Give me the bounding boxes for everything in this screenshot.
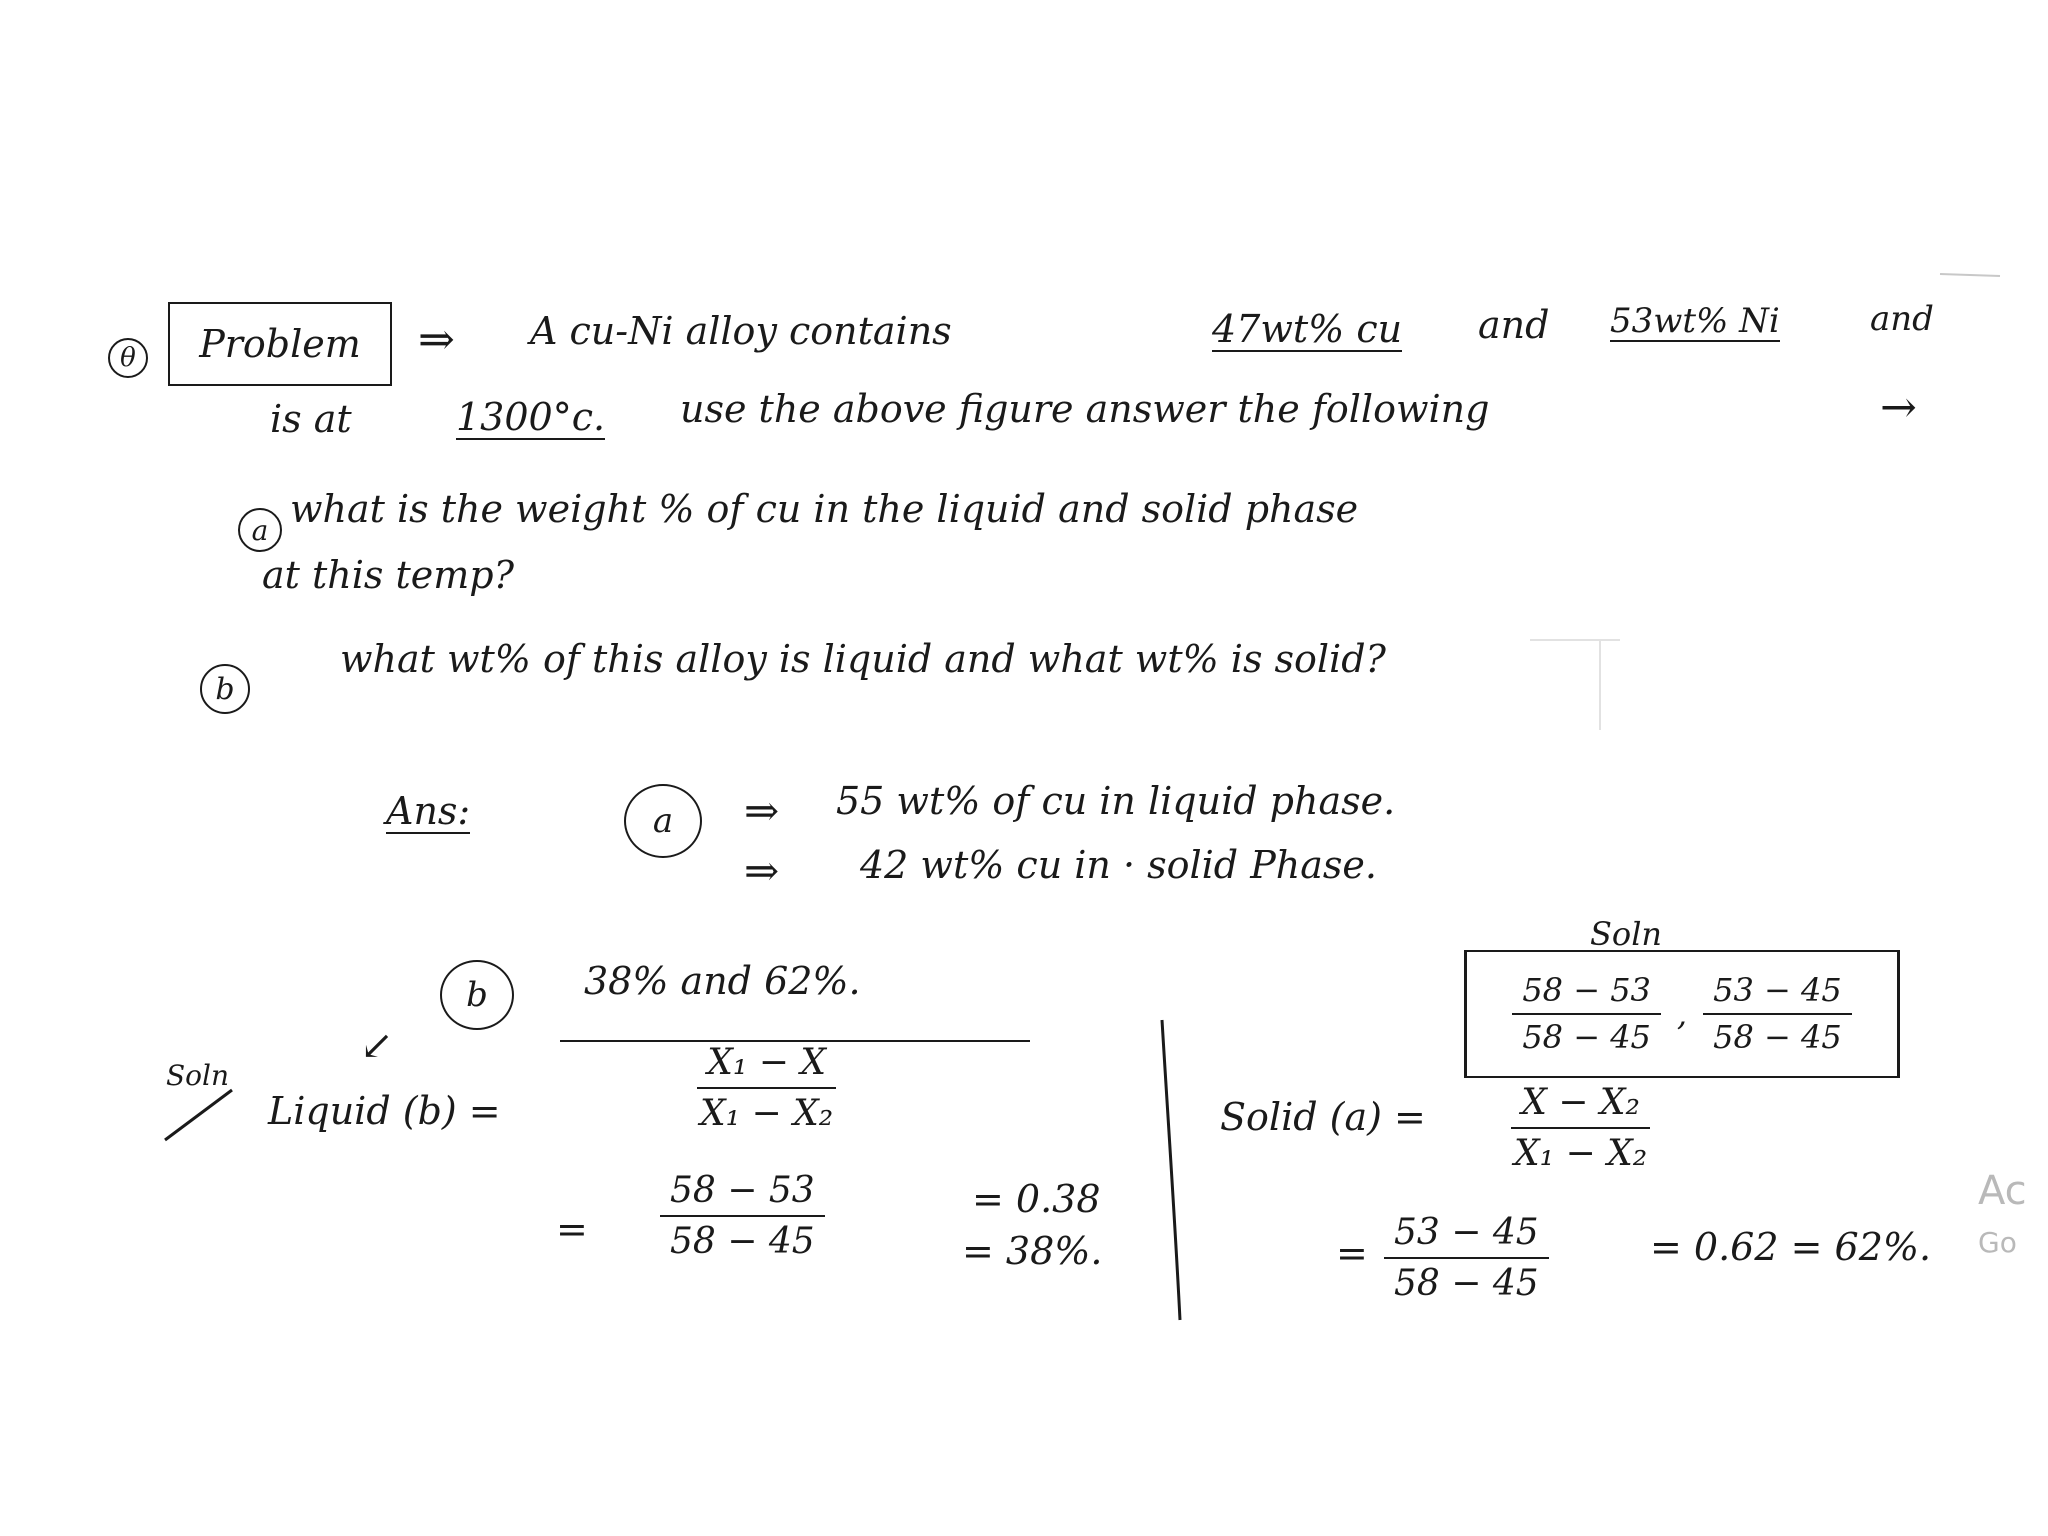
solid-result: = 0.62 = 62%.: [1650, 1225, 1932, 1269]
answer-b-marker-text: b: [466, 975, 488, 1015]
question-b-marker: [200, 664, 250, 714]
problem-cu-percentage: 47wt% cu: [1212, 307, 1403, 351]
boxed-fraction-1: [1512, 972, 1661, 1056]
question-a-marker-text: a: [251, 513, 269, 547]
solid-formula-numerator: X − X₂: [1511, 1082, 1650, 1129]
boxed-separator: ,: [1676, 995, 1688, 1033]
answer-b-text: 38% and 62%.: [584, 959, 861, 1003]
problem-line2-arrow: →: [1880, 382, 1917, 433]
question-b-text: what wt% of this alloy is liquid and what wt% is solid?: [340, 637, 1386, 681]
solid-substitution-numerator: 53 − 45: [1384, 1212, 1549, 1259]
soln-label-left: Soln: [166, 1059, 230, 1092]
problem-arrow: ⇒: [418, 314, 455, 365]
watermark-line2: Go: [1978, 1226, 2017, 1259]
boxed-fraction-2: [1703, 972, 1852, 1056]
solid-label: Solid (a) =: [1220, 1095, 1426, 1139]
solid-formula: [1504, 1082, 1657, 1175]
problem-line2-a: is at: [270, 397, 352, 441]
liquid-substitution-denominator: 58 − 45: [670, 1221, 815, 1263]
watermark-line1: Ac: [1978, 1168, 2027, 1214]
liquid-formula-numerator: X₁ − X: [697, 1042, 836, 1089]
boxed-fraction-1-denominator: 58 − 45: [1522, 1018, 1651, 1056]
boxed-fraction-2-numerator: 53 − 45: [1703, 972, 1852, 1015]
solid-substitution: [1384, 1212, 1549, 1305]
solid-equals: =: [1336, 1231, 1368, 1275]
answer-a-marker: [624, 784, 702, 858]
boxed-fraction-1-numerator: 58 − 53: [1512, 972, 1661, 1015]
solid-formula-denominator: X₁ − X₂: [1514, 1133, 1648, 1175]
question-a-marker: [238, 508, 282, 552]
liquid-formula: [690, 1042, 843, 1135]
liquid-equals: =: [556, 1207, 588, 1251]
problem-line1-b: and: [1478, 303, 1550, 347]
check-mark-icon: ↙: [360, 1023, 394, 1069]
answer-label: Ans:: [386, 789, 471, 833]
liquid-substitution-numerator: 58 − 53: [660, 1170, 825, 1217]
question-b-marker-text: b: [215, 671, 235, 707]
question-a-line1: what is the weight % of cu in the liquid and solid phase: [290, 487, 1359, 531]
problem-bullet-icon: [108, 338, 148, 378]
answer-a-arrow1: ⇒: [744, 786, 780, 835]
problem-ni-percentage: 53wt% Ni: [1610, 301, 1780, 341]
boxed-fraction-2-denominator: 58 − 45: [1713, 1018, 1842, 1056]
problem-bullet-text: θ: [120, 343, 136, 373]
answer-a-line2: 42 wt% cu in · solid Phase.: [860, 843, 1377, 887]
answer-a-arrow2: ⇒: [744, 846, 780, 895]
problem-label-box: [168, 302, 392, 386]
problem-line1-c: and: [1870, 299, 1934, 339]
liquid-substitution: [660, 1170, 825, 1263]
question-a-line2: at this temp?: [262, 553, 514, 597]
liquid-formula-denominator: X₁ − X₂: [700, 1093, 834, 1135]
liquid-result-decimal: = 0.38: [972, 1177, 1101, 1221]
liquid-label: Liquid (b) =: [268, 1089, 501, 1133]
answer-b-marker: [440, 960, 514, 1030]
problem-line1-a: A cu-Ni alloy contains: [530, 309, 952, 353]
problem-label: Problem: [199, 322, 361, 366]
boxed-note: [1464, 950, 1900, 1078]
soln-label-right: Soln: [1590, 915, 1663, 953]
answer-a-line1: 55 wt% of cu in liquid phase.: [836, 779, 1396, 823]
solid-substitution-denominator: 58 − 45: [1394, 1263, 1539, 1305]
liquid-result-percent: = 38%.: [962, 1229, 1103, 1273]
problem-line2-b: use the above figure answer the following: [680, 387, 1490, 431]
problem-temperature: 1300°c.: [456, 395, 606, 439]
answer-a-marker-text: a: [652, 801, 674, 841]
